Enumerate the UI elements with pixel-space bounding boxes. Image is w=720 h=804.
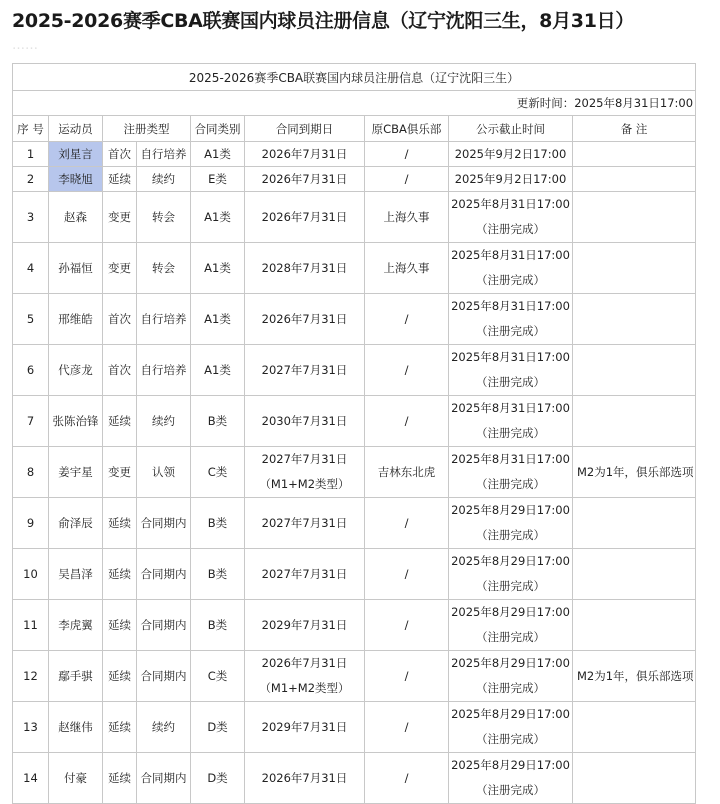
cell-deadline-line: 2025年8月29日17:00 [451, 503, 570, 517]
cell-reg-subtype: 合同期内 [137, 498, 191, 549]
cell-note [573, 243, 696, 294]
cell-expire: 2027年7月31日 [245, 549, 365, 600]
cell-reg-subtype: 自行培养 [137, 294, 191, 345]
faint-subtitle: …… [12, 38, 38, 53]
cell-no: 7 [13, 396, 49, 447]
cell-athlete: 李晓旭 [49, 167, 103, 192]
table-row [13, 167, 696, 192]
table-row [13, 294, 696, 345]
cell-expire [245, 447, 365, 498]
cell-reg-type: 首次 [103, 294, 137, 345]
cell-deadline [449, 192, 573, 243]
cell-note [573, 345, 696, 396]
cell-club: / [365, 753, 449, 804]
cell-no: 10 [13, 549, 49, 600]
table-row [13, 549, 696, 600]
cell-reg-type: 延续 [103, 600, 137, 651]
cell-deadline [449, 651, 573, 702]
cell-athlete: 赵森 [49, 192, 103, 243]
cell-note [573, 702, 696, 753]
cell-reg-subtype: 续约 [137, 396, 191, 447]
cell-club: / [365, 396, 449, 447]
registration-sheet [12, 63, 695, 804]
cell-note [573, 753, 696, 804]
cell-no: 11 [13, 600, 49, 651]
cell-deadline-line: 2025年8月29日17:00 [451, 605, 570, 619]
cell-expire: 2029年7月31日 [245, 600, 365, 651]
cell-contract-cat: C类 [191, 651, 245, 702]
cell-note [573, 142, 696, 167]
cell-deadline-line2: （注册完成） [476, 324, 545, 338]
cell-no: 14 [13, 753, 49, 804]
cell-expire-line: 2027年7月31日 [261, 452, 348, 466]
cell-club: / [365, 294, 449, 345]
cell-deadline: 2025年9月2日17:00 [449, 142, 573, 167]
header-no: 序 号 [13, 116, 49, 142]
cell-reg-type: 延续 [103, 498, 137, 549]
cell-reg-subtype: 合同期内 [137, 600, 191, 651]
cell-no: 9 [13, 498, 49, 549]
cell-expire: 2029年7月31日 [245, 702, 365, 753]
cell-expire: 2026年7月31日 [245, 167, 365, 192]
cell-deadline-line2: （注册完成） [476, 732, 545, 746]
cell-contract-cat: D类 [191, 702, 245, 753]
cell-deadline-line2: （注册完成） [476, 375, 545, 389]
cell-reg-type: 延续 [103, 396, 137, 447]
cell-reg-type: 变更 [103, 192, 137, 243]
cell-expire-line: 2026年7月31日 [261, 656, 348, 670]
cell-deadline: 2025年9月2日17:00 [449, 167, 573, 192]
header-row [13, 116, 696, 142]
cell-no: 4 [13, 243, 49, 294]
cell-club: 上海久事 [365, 243, 449, 294]
cell-contract-cat: A1类 [191, 345, 245, 396]
table-row [13, 396, 696, 447]
cell-deadline-line2: （注册完成） [476, 630, 545, 644]
cell-reg-type: 延续 [103, 702, 137, 753]
cell-contract-cat: B类 [191, 600, 245, 651]
cell-note [573, 396, 696, 447]
cell-athlete: 付豪 [49, 753, 103, 804]
cell-deadline-line: 2025年8月31日17:00 [451, 350, 570, 364]
cell-reg-subtype: 合同期内 [137, 549, 191, 600]
header-expire: 合同到期日 [245, 116, 365, 142]
cell-contract-cat: D类 [191, 753, 245, 804]
cell-expire: 2026年7月31日 [245, 753, 365, 804]
cell-deadline [449, 702, 573, 753]
cell-reg-subtype: 自行培养 [137, 142, 191, 167]
header-deadline: 公示截止时间 [449, 116, 573, 142]
cell-note [573, 600, 696, 651]
cell-note [573, 294, 696, 345]
cell-deadline-line: 2025年8月31日17:00 [451, 197, 570, 211]
cell-reg-subtype: 合同期内 [137, 753, 191, 804]
cell-club: / [365, 498, 449, 549]
cell-contract-cat: A1类 [191, 192, 245, 243]
cell-deadline-line2: （注册完成） [476, 783, 545, 797]
cell-club: / [365, 167, 449, 192]
sheet-title: 2025-2026赛季CBA联赛国内球员注册信息（辽宁沈阳三生） [13, 64, 696, 91]
cell-athlete: 李虎翼 [49, 600, 103, 651]
cell-athlete: 刘星言 [49, 142, 103, 167]
cell-deadline-line2: （注册完成） [476, 528, 545, 542]
cell-contract-cat: E类 [191, 167, 245, 192]
cell-reg-subtype: 转会 [137, 192, 191, 243]
cell-contract-cat: A1类 [191, 243, 245, 294]
cell-club: / [365, 345, 449, 396]
cell-reg-type: 首次 [103, 345, 137, 396]
cell-club: / [365, 651, 449, 702]
cell-no: 1 [13, 142, 49, 167]
cell-athlete: 吴昌泽 [49, 549, 103, 600]
cell-club: / [365, 549, 449, 600]
cell-reg-type: 变更 [103, 243, 137, 294]
cell-deadline [449, 396, 573, 447]
cell-reg-type: 变更 [103, 447, 137, 498]
cell-athlete: 代彦龙 [49, 345, 103, 396]
cell-reg-subtype: 自行培养 [137, 345, 191, 396]
cell-reg-type: 延续 [103, 549, 137, 600]
cell-note [573, 498, 696, 549]
cell-expire: 2028年7月31日 [245, 243, 365, 294]
cell-deadline-line: 2025年8月29日17:00 [451, 554, 570, 568]
page-heading: 2025-2026赛季CBA联赛国内球员注册信息（辽宁沈阳三生，8月31日） [12, 10, 635, 32]
cell-expire: 2030年7月31日 [245, 396, 365, 447]
table-row [13, 142, 696, 167]
cell-deadline-line2: （注册完成） [476, 426, 545, 440]
header-contract-cat: 合同类别 [191, 116, 245, 142]
cell-deadline-line2: （注册完成） [476, 222, 545, 236]
cell-expire: 2027年7月31日 [245, 498, 365, 549]
cell-no: 5 [13, 294, 49, 345]
cell-reg-type: 延续 [103, 753, 137, 804]
cell-deadline-line: 2025年8月31日17:00 [451, 299, 570, 313]
cell-no: 8 [13, 447, 49, 498]
cell-contract-cat: C类 [191, 447, 245, 498]
cell-expire: 2026年7月31日 [245, 294, 365, 345]
header-reg-type: 注册类型 [103, 116, 191, 142]
cell-expire: 2026年7月31日 [245, 192, 365, 243]
header-club: 原CBA俱乐部 [365, 116, 449, 142]
cell-note [573, 549, 696, 600]
cell-contract-cat: B类 [191, 396, 245, 447]
table-row [13, 702, 696, 753]
cell-contract-cat: B类 [191, 498, 245, 549]
table-row [13, 498, 696, 549]
cell-no: 2 [13, 167, 49, 192]
cell-note [573, 167, 696, 192]
cell-athlete: 张陈治锋 [49, 396, 103, 447]
cell-deadline [449, 447, 573, 498]
cell-note: M2为1年，俱乐部选项 [573, 651, 696, 702]
table-row [13, 651, 696, 702]
cell-deadline-line2: （注册完成） [476, 579, 545, 593]
cell-athlete: 鄢手骐 [49, 651, 103, 702]
cell-no: 6 [13, 345, 49, 396]
cell-note [573, 192, 696, 243]
cell-athlete: 赵继伟 [49, 702, 103, 753]
cell-expire-line2: （M1+M2类型） [259, 681, 350, 695]
cell-contract-cat: B类 [191, 549, 245, 600]
cell-athlete: 姜宇星 [49, 447, 103, 498]
table-row [13, 345, 696, 396]
cell-no: 3 [13, 192, 49, 243]
cell-athlete: 孙福恒 [49, 243, 103, 294]
cell-deadline [449, 549, 573, 600]
registration-table [12, 63, 696, 804]
cell-reg-subtype: 认领 [137, 447, 191, 498]
cell-contract-cat: A1类 [191, 142, 245, 167]
cell-deadline-line2: （注册完成） [476, 273, 545, 287]
table-row [13, 192, 696, 243]
cell-athlete: 邢维皓 [49, 294, 103, 345]
cell-note: M2为1年，俱乐部选项 [573, 447, 696, 498]
table-row [13, 600, 696, 651]
cell-deadline [449, 345, 573, 396]
header-note: 备 注 [573, 116, 696, 142]
cell-contract-cat: A1类 [191, 294, 245, 345]
cell-reg-type: 首次 [103, 142, 137, 167]
cell-no: 12 [13, 651, 49, 702]
cell-expire: 2026年7月31日 [245, 142, 365, 167]
table-row [13, 243, 696, 294]
cell-deadline [449, 498, 573, 549]
cell-reg-type: 延续 [103, 651, 137, 702]
cell-deadline [449, 600, 573, 651]
table-row [13, 753, 696, 804]
cell-deadline-line: 2025年8月29日17:00 [451, 656, 570, 670]
cell-reg-type: 延续 [103, 167, 137, 192]
cell-deadline-line: 2025年8月29日17:00 [451, 707, 570, 721]
cell-reg-subtype: 续约 [137, 167, 191, 192]
cell-deadline-line2: （注册完成） [476, 477, 545, 491]
cell-expire: 2027年7月31日 [245, 345, 365, 396]
cell-reg-subtype: 转会 [137, 243, 191, 294]
cell-deadline [449, 243, 573, 294]
table-row [13, 447, 696, 498]
cell-deadline-line: 2025年8月31日17:00 [451, 248, 570, 262]
cell-deadline-line2: （注册完成） [476, 681, 545, 695]
cell-deadline [449, 753, 573, 804]
header-athlete: 运动员 [49, 116, 103, 142]
cell-deadline-line: 2025年8月29日17:00 [451, 758, 570, 772]
update-time: 更新时间：2025年8月31日17:00 [13, 91, 696, 116]
cell-athlete: 俞泽辰 [49, 498, 103, 549]
cell-reg-subtype: 续约 [137, 702, 191, 753]
cell-club: 吉林东北虎 [365, 447, 449, 498]
cell-deadline [449, 294, 573, 345]
cell-club: / [365, 702, 449, 753]
cell-expire [245, 651, 365, 702]
cell-expire-line2: （M1+M2类型） [259, 477, 350, 491]
cell-deadline-line: 2025年8月31日17:00 [451, 401, 570, 415]
cell-club: / [365, 142, 449, 167]
cell-deadline-line: 2025年8月31日17:00 [451, 452, 570, 466]
cell-no: 13 [13, 702, 49, 753]
cell-club: 上海久事 [365, 192, 449, 243]
cell-reg-subtype: 合同期内 [137, 651, 191, 702]
cell-club: / [365, 600, 449, 651]
